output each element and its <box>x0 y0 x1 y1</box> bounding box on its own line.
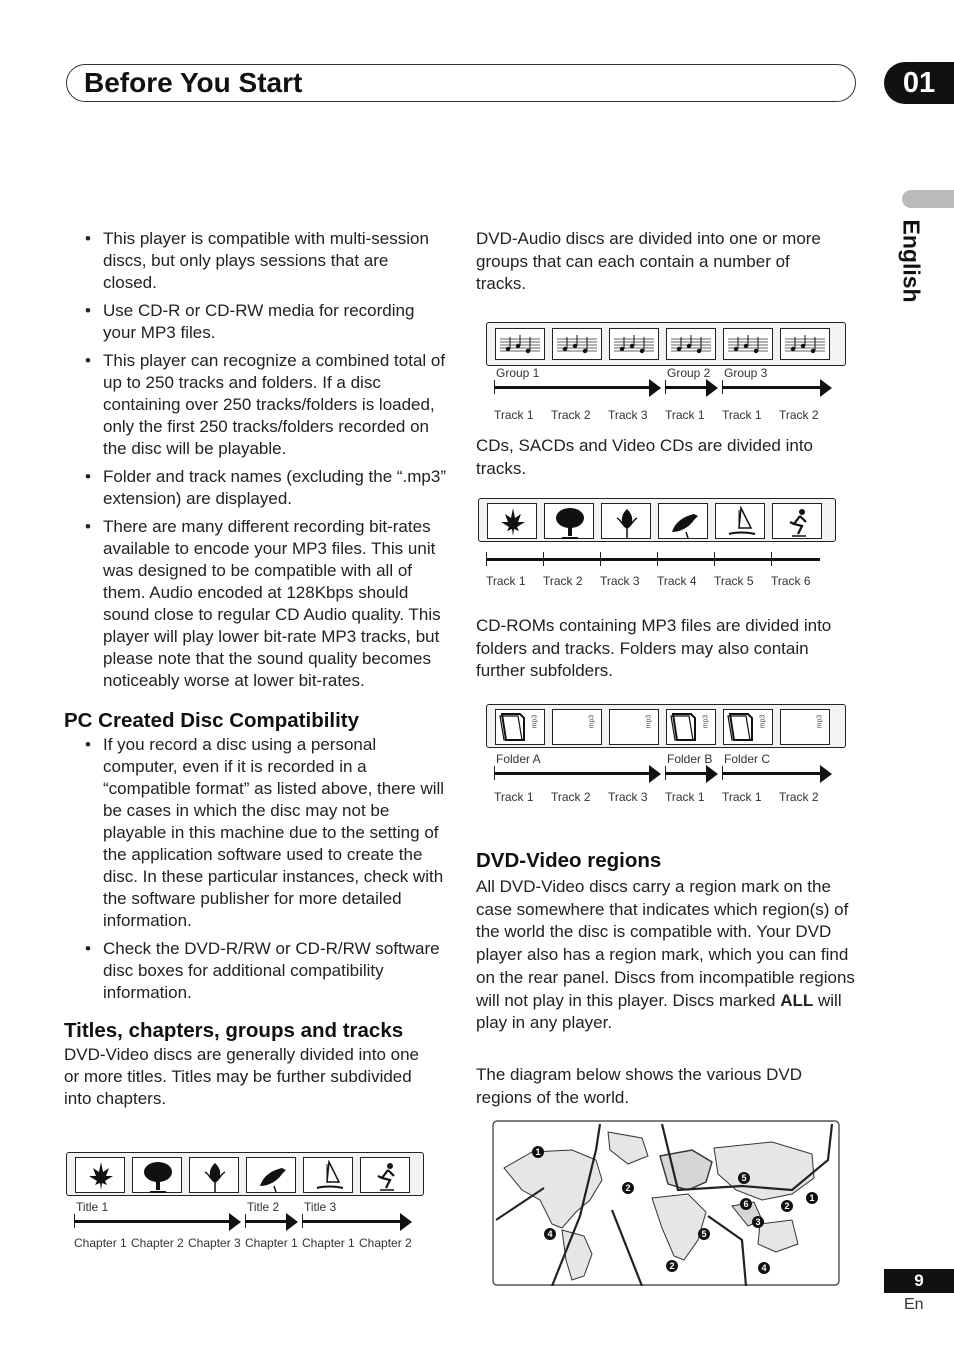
picture-frame <box>246 1157 296 1193</box>
group-bar <box>74 1220 231 1223</box>
group-bar <box>722 386 822 389</box>
item-label: Track 1 <box>494 408 534 422</box>
disc-strip <box>486 322 846 366</box>
region-marker: 5 <box>698 1228 710 1240</box>
lily-icon <box>197 1158 233 1194</box>
picture-frame <box>360 1157 410 1193</box>
group-label: Title 1 <box>76 1200 109 1214</box>
side-tab <box>902 190 954 208</box>
dvd-video-structure-diagram <box>66 1152 426 1262</box>
region-marker: 5 <box>738 1172 750 1184</box>
picture-frame <box>601 503 651 539</box>
lily-icon <box>609 504 645 540</box>
list-item: • If you record a disc using a personal computer, even if it is recorded in a “compatible format” as listed above, there will be cases in which the disc may not be playable in this machine due to the setting of the application software used to create the disc. In these particular instances, check with the software publisher for more detailed information. <box>64 734 446 932</box>
list-item: • There are many different recording bit-rates available to encode your MP3 files. This unit was designed to be compatible with all of them. Audio encoded at 128Kbps should sound close to regular CD Audio quality. This player will play lower bit-rate MP3 tracks, but please note that the sound quality becomes noticeably worse at lower bit-rates. <box>64 516 446 692</box>
track-tick <box>714 552 715 566</box>
file-type-label: mp3 <box>816 714 824 729</box>
music-notes-icon <box>553 329 601 359</box>
file-type-label: mp3 <box>531 714 539 729</box>
cd-structure-diagram <box>478 498 838 594</box>
page-title: Before You Start <box>84 67 303 98</box>
item-label: Chapter 1 <box>302 1236 355 1250</box>
group-arrow <box>400 1213 412 1231</box>
list-item: • This player is compatible with multi-session discs, but only plays sessions that are closed. <box>64 228 446 294</box>
picture-frame <box>189 1157 239 1193</box>
music-frame <box>495 328 545 360</box>
left-column <box>64 228 446 1110</box>
file-frame <box>780 709 830 745</box>
skater-icon <box>780 504 816 540</box>
track-tick <box>600 552 601 566</box>
windsurf-icon <box>723 504 759 540</box>
group-arrow <box>286 1213 298 1231</box>
group-bar <box>722 772 822 775</box>
group-label: Folder B <box>667 752 713 766</box>
picture-frame <box>658 503 708 539</box>
region-marker: 1 <box>806 1192 818 1204</box>
group-label: Title 3 <box>304 1200 337 1214</box>
item-label: Track 2 <box>779 408 819 422</box>
file-frame <box>723 709 773 745</box>
music-frame <box>609 328 659 360</box>
group-label: Folder C <box>724 752 771 766</box>
picture-frame <box>715 503 765 539</box>
item-label: Track 3 <box>608 790 648 804</box>
region-marker: 3 <box>752 1216 764 1228</box>
group-arrow <box>706 765 718 783</box>
region-marker: 6 <box>740 1198 752 1210</box>
picture-frame <box>303 1157 353 1193</box>
regions-text: All DVD-Video discs carry a region mark on the case somewhere that indicates which region(s) of the world the disc is compatible with. Your DVD player also has a region mark, which you can find on the rear panel. Discs from incompatible regions will not play in this player. Discs marked <box>476 877 855 1010</box>
map-intro-paragraph: The diagram below shows the various DVD regions of the world. <box>476 1065 802 1107</box>
group-arrow <box>820 379 832 397</box>
item-label: Chapter 2 <box>131 1236 184 1250</box>
music-notes-icon <box>610 329 658 359</box>
regions-heading: DVD-Video regions <box>476 849 662 872</box>
group-bar <box>302 1220 402 1223</box>
group-arrow <box>649 379 661 397</box>
region-marker: 4 <box>758 1262 770 1274</box>
list-item: • Use CD-R or CD-RW media for recording your MP3 files. <box>64 300 446 344</box>
music-notes-icon <box>781 329 829 359</box>
pc-bullet-list <box>64 734 446 1004</box>
tree-icon <box>140 1158 176 1194</box>
dvd-audio-structure-diagram <box>486 322 846 426</box>
list-item: • Folder and track names (excluding the “.mp3” extension) are displayed. <box>64 466 446 510</box>
file-type-label: mp3 <box>588 714 596 729</box>
mp3-bullet-list <box>64 228 446 692</box>
language-code: En <box>904 1296 924 1313</box>
music-frame <box>780 328 830 360</box>
track-bar <box>486 558 820 561</box>
regions-text-end: will play in any player. <box>476 990 842 1033</box>
leaf-icon <box>495 504 531 540</box>
file-type-label: mp3 <box>702 714 710 729</box>
item-label: Track 1 <box>722 790 762 804</box>
item-label: Track 1 <box>486 574 526 588</box>
file-type-label: mp3 <box>759 714 767 729</box>
picture-frame <box>75 1157 125 1193</box>
track-tick <box>771 552 772 566</box>
item-label: Track 3 <box>600 574 640 588</box>
group-bar <box>665 386 708 389</box>
track-tick <box>657 552 658 566</box>
group-bar <box>245 1220 288 1223</box>
music-notes-icon <box>667 329 715 359</box>
region-map <box>492 1120 840 1286</box>
cd-paragraph: CDs, SACDs and Video CDs are divided into tracks. <box>476 436 814 478</box>
group-bar <box>665 772 708 775</box>
disc-strip <box>486 704 846 748</box>
group-arrow <box>820 765 832 783</box>
titles-paragraph: DVD-Video discs are generally divided into one or more titles. Titles may be further subdivided into chapters. <box>64 1045 419 1108</box>
language-tab <box>891 219 931 312</box>
disc-strip <box>66 1152 424 1196</box>
file-frame <box>666 709 716 745</box>
file-frame <box>609 709 659 745</box>
group-label: Group 1 <box>496 366 540 380</box>
titles-heading: Titles, chapters, groups and tracks <box>64 1019 404 1042</box>
list-item: • Check the DVD-R/RW or CD-R/RW software disc boxes for additional compatibility information. <box>64 938 446 1004</box>
item-label: Track 5 <box>714 574 754 588</box>
group-label: Folder A <box>496 752 541 766</box>
pc-compat-heading: PC Created Disc Compatibility <box>64 709 360 732</box>
picture-frame <box>132 1157 182 1193</box>
chapter-number: 01 <box>884 62 954 104</box>
file-type-label: mp3 <box>645 714 653 729</box>
track-tick <box>486 552 487 566</box>
cdrom-structure-diagram <box>486 704 846 808</box>
item-label: Chapter 2 <box>359 1236 412 1250</box>
item-label: Track 1 <box>494 790 534 804</box>
item-label: Chapter 1 <box>74 1236 127 1250</box>
region-marker: 1 <box>532 1146 544 1158</box>
file-frame <box>552 709 602 745</box>
group-arrow <box>649 765 661 783</box>
item-label: Chapter 1 <box>245 1236 298 1250</box>
group-bar <box>494 386 651 389</box>
item-label: Track 3 <box>608 408 648 422</box>
group-arrow <box>229 1213 241 1231</box>
item-label: Track 6 <box>771 574 811 588</box>
item-label: Track 2 <box>779 790 819 804</box>
music-frame <box>723 328 773 360</box>
music-notes-icon <box>724 329 772 359</box>
tree-icon <box>552 504 588 540</box>
file-frame <box>495 709 545 745</box>
region-marker: 4 <box>544 1228 556 1240</box>
music-frame <box>666 328 716 360</box>
regions-all: ALL <box>780 990 814 1010</box>
bird-icon <box>666 504 702 540</box>
group-label: Title 2 <box>247 1200 280 1214</box>
item-label: Chapter 3 <box>188 1236 241 1250</box>
picture-frame <box>544 503 594 539</box>
dvd-audio-paragraph: DVD-Audio discs are divided into one or more groups that can each contain a number of tracks. <box>476 229 821 293</box>
bird-icon <box>254 1158 290 1194</box>
language-label: English <box>898 219 925 303</box>
item-label: Track 1 <box>665 408 705 422</box>
region-marker: 2 <box>781 1200 793 1212</box>
cdrom-paragraph: CD-ROMs containing MP3 files are divided into folders and tracks. Folders may also contain further subfolders. <box>476 616 832 680</box>
skater-icon <box>368 1158 404 1194</box>
music-frame <box>552 328 602 360</box>
region-marker: 2 <box>622 1182 634 1194</box>
windsurf-icon <box>311 1158 347 1194</box>
group-label: Group 2 <box>667 366 711 380</box>
picture-frame <box>487 503 537 539</box>
group-bar <box>494 772 651 775</box>
group-arrow <box>706 379 718 397</box>
item-label: Track 2 <box>551 408 591 422</box>
group-label: Group 3 <box>724 366 768 380</box>
list-item: • This player can recognize a combined total of up to 250 tracks and folders. If a disc containing over 250 tracks/folders is loaded, only the first 250 tracks/folders recorded on the disc will be playable. <box>64 350 446 460</box>
item-label: Track 4 <box>657 574 697 588</box>
track-tick <box>543 552 544 566</box>
music-notes-icon <box>496 329 544 359</box>
disc-strip <box>478 498 836 542</box>
picture-frame <box>772 503 822 539</box>
regions-paragraph <box>476 876 860 1035</box>
item-label: Track 1 <box>722 408 762 422</box>
region-marker: 2 <box>666 1260 678 1272</box>
page-number: 9 <box>884 1269 954 1293</box>
item-label: Track 1 <box>665 790 705 804</box>
leaf-icon <box>83 1158 119 1194</box>
item-label: Track 2 <box>551 790 591 804</box>
item-label: Track 2 <box>543 574 583 588</box>
